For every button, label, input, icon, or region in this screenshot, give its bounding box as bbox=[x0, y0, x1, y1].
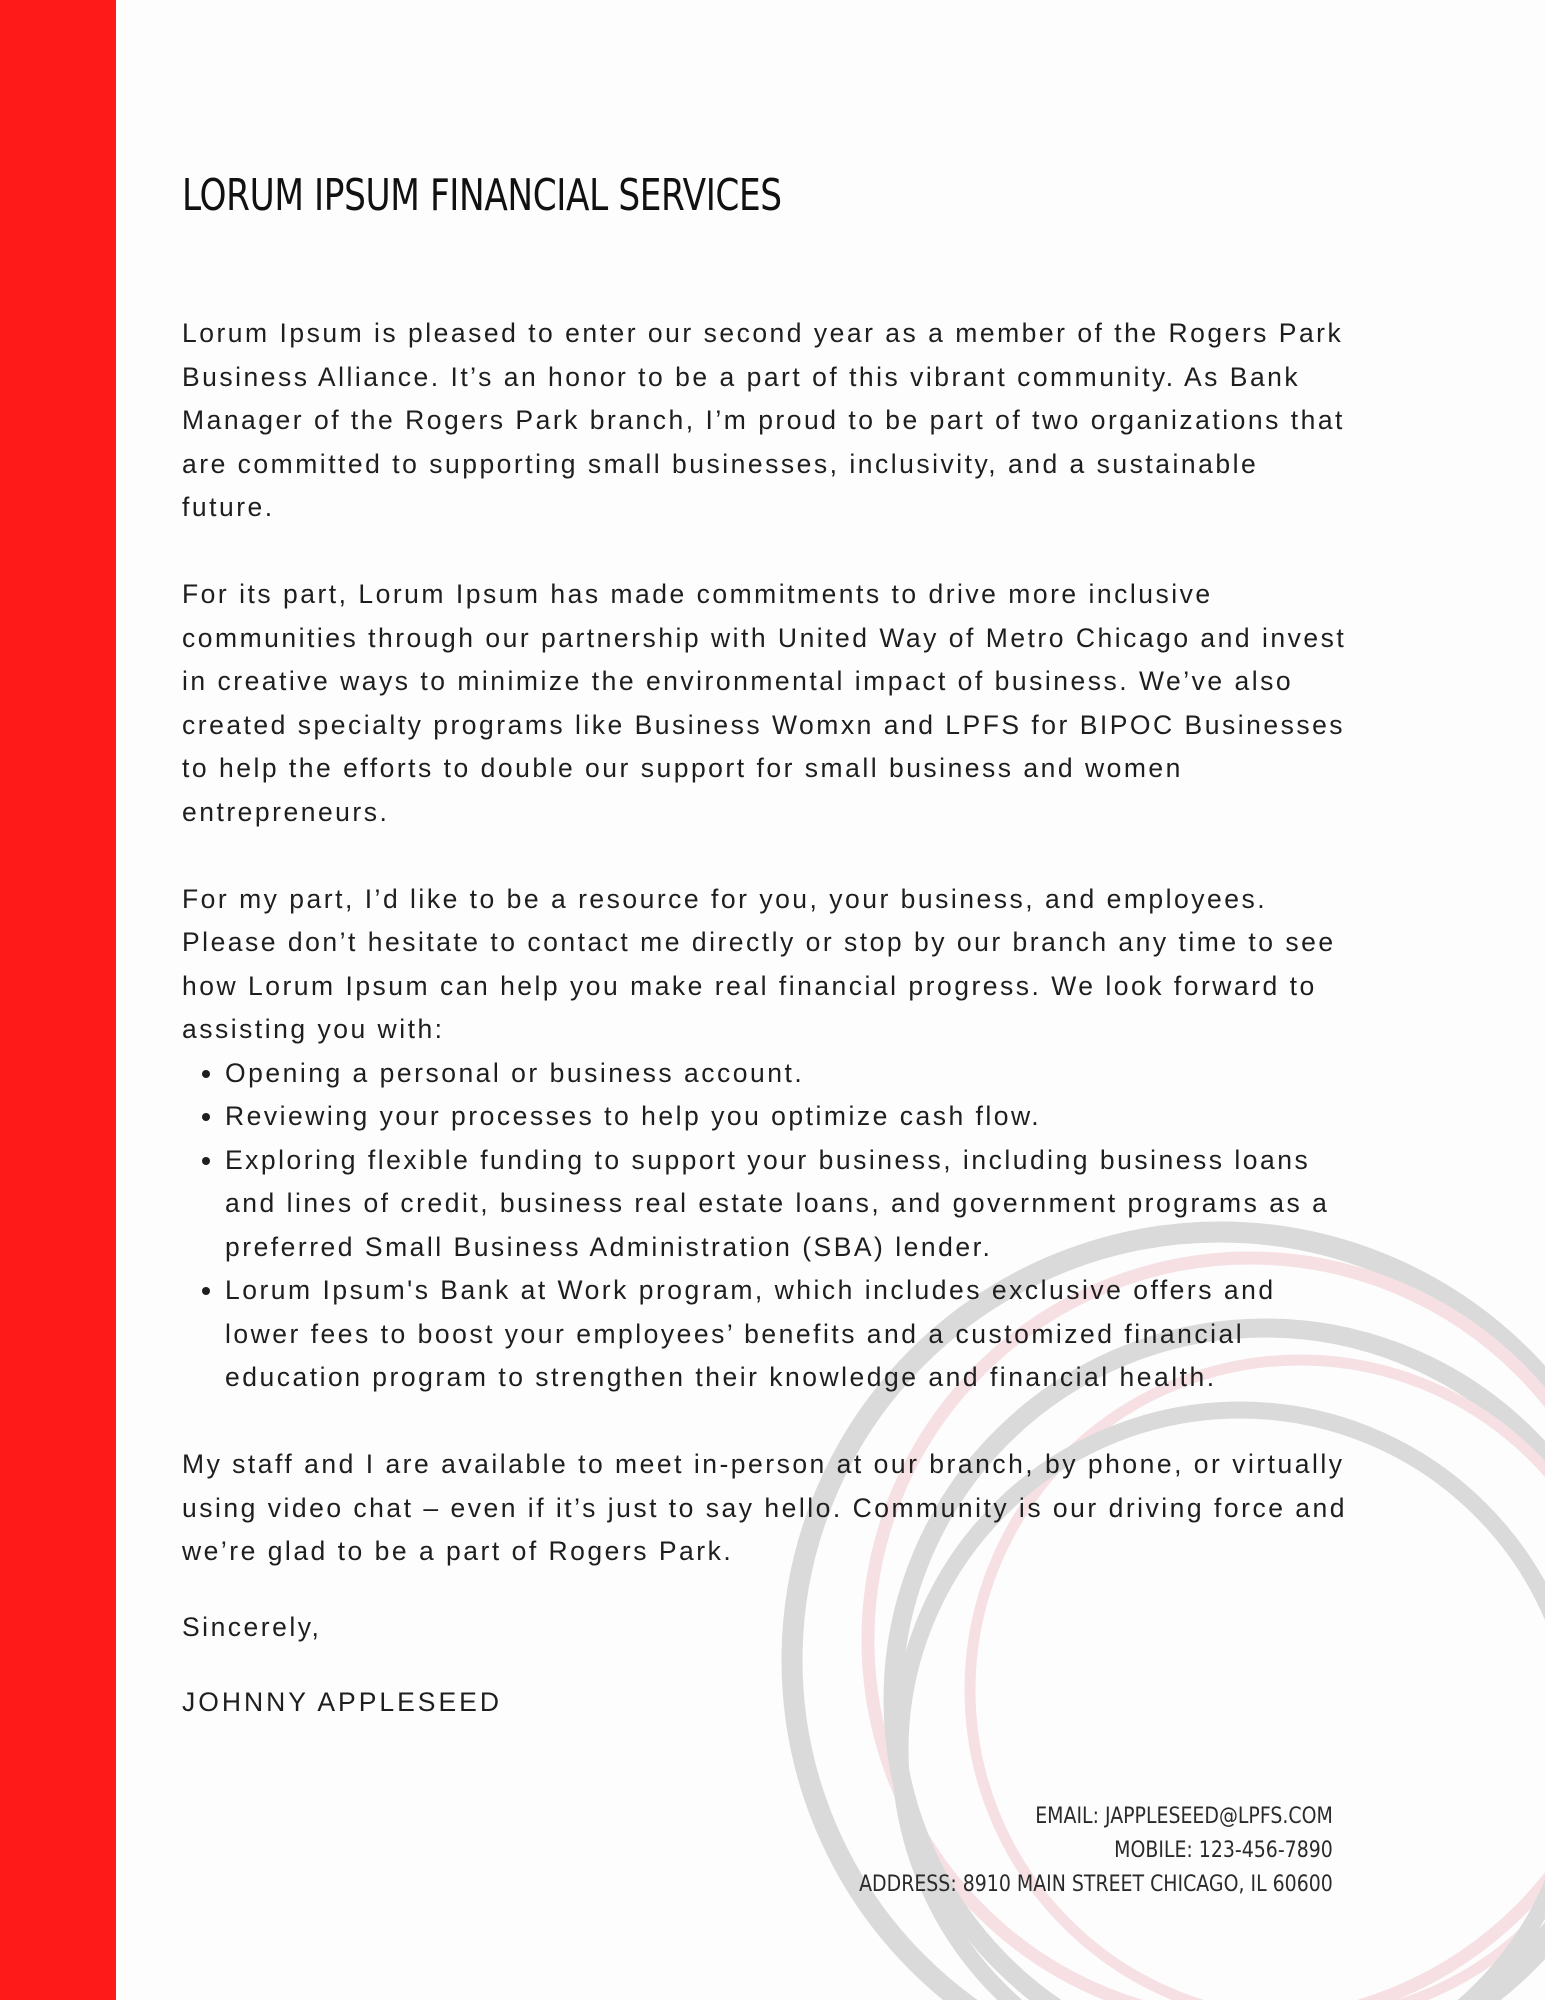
contact-address: ADDRESS: 8910 MAIN STREET CHICAGO, IL 60600 bbox=[859, 1872, 1333, 1897]
sign-off: Sincerely, bbox=[182, 1611, 322, 1642]
contact-block bbox=[782, 1800, 1333, 1902]
letter-title: LORUM IPSUM FINANCIAL SERVICES bbox=[182, 170, 782, 221]
list-item: • Reviewing your processes to help you optimize cash flow. bbox=[225, 1095, 1357, 1139]
paragraph-commitments: For its part, Lorum Ipsum has made commitments to drive more inclusive communities through our partnership with United Way of Metro Chicago and invest in creative ways to minimize the environmental impact of business. We’ve also created specialty programs like Business Womxn and LPFS for BIPOC Businesses to help the efforts to double our support for small business and women entrepreneurs. bbox=[182, 579, 1347, 827]
list-item: • Opening a personal or business account. bbox=[225, 1052, 1357, 1096]
paragraph-closing: My staff and I are available to meet in-person at our branch, by phone, or virtually using video chat – even if it’s just to say hello. Community is our driving force and we’re glad to be a part of Rogers Park. bbox=[182, 1449, 1348, 1566]
contact-email: EMAIL: JAPPLESEED@LPFS.COM bbox=[1035, 1804, 1333, 1829]
red-accent-bar bbox=[0, 0, 116, 2000]
services-list bbox=[182, 1052, 1357, 1400]
paragraph-resource: For my part, I’d like to be a resource for you, your business, and employees. Please don’t hesitate to contact me directly or stop by our branch any time to see how Lorum Ipsum can help you make real financial progress. We look forward to assisting you with: bbox=[182, 883, 1336, 1044]
list-item: • Lorum Ipsum's Bank at Work program, which includes exclusive offers and lower fees to boost your employees’ benefits and a customized financial education program to strengthen their knowledge and financial health. bbox=[225, 1269, 1357, 1400]
list-item: • Exploring flexible funding to support your business, including business loans and lines of credit, business real estate loans, and government programs as a preferred Small Business Administration (SBA) lender. bbox=[225, 1139, 1357, 1270]
letter-body bbox=[182, 312, 1357, 1768]
signature-name: JOHNNY APPLESEED bbox=[182, 1687, 502, 1717]
contact-mobile: MOBILE: 123-456-7890 bbox=[1114, 1838, 1333, 1863]
paragraph-intro: Lorum Ipsum is pleased to enter our second year as a member of the Rogers Park Business Alliance. It’s an honor to be a part of this vibrant community. As Bank Manager of the Rogers Park branch, I’m proud to be part of two organizations that are committed to supporting small businesses, inclusivity, and a sustainable future. bbox=[182, 318, 1345, 522]
